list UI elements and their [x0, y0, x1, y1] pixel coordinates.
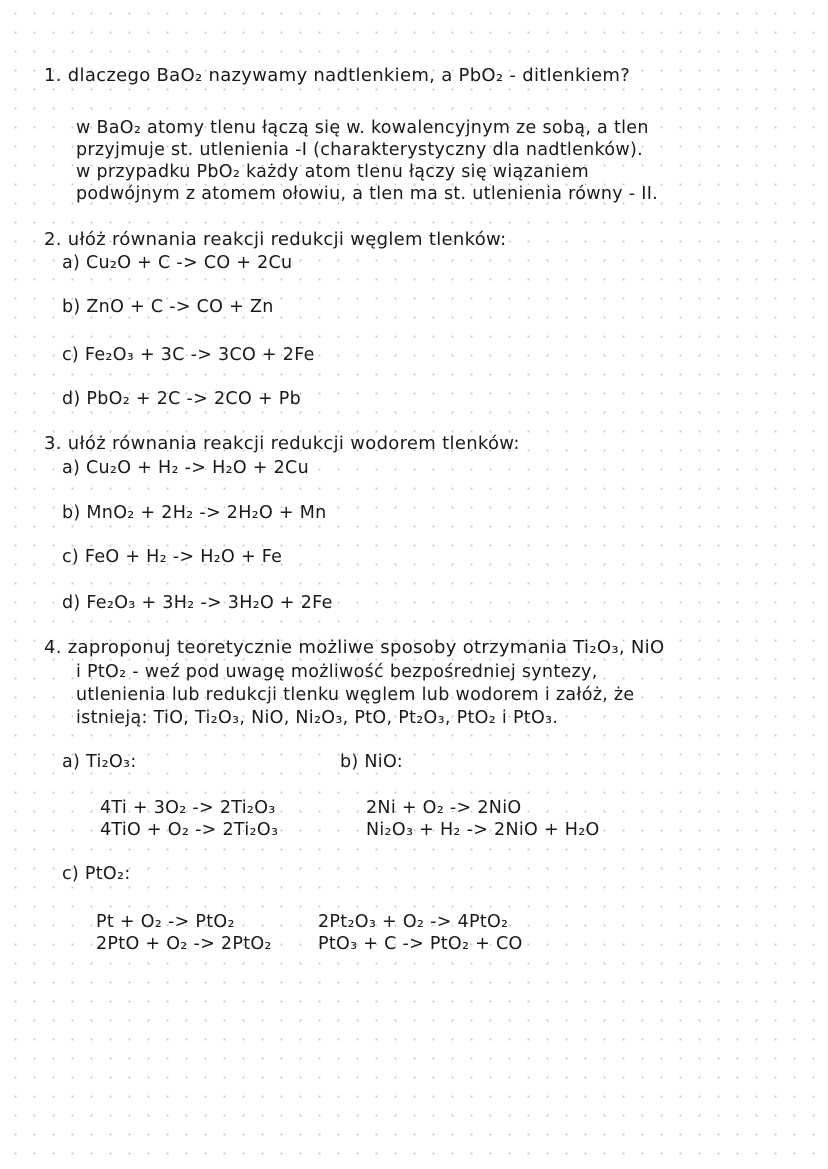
question-4-line-2: i PtO₂ - weź pod uwagę możliwość bezpośredniej syntezy, — [76, 662, 598, 682]
q2-item-a: a) Cu₂O + C -> CO + 2Cu — [62, 253, 293, 273]
answer-1-line-2: przyjmuje st. utlenienia -I (charakterystyczny dla nadtlenków). — [76, 140, 643, 160]
question-4-line-4: istnieją: TiO, Ti₂O₃, NiO, Ni₂O₃, PtO, Pt₂O₃, PtO₂ i PtO₃. — [76, 708, 559, 728]
q4-a-equation-2: 4TiO + O₂ -> 2Ti₂O₃ — [100, 820, 279, 840]
answer-1-line-3: w przypadku PbO₂ każdy atom tlenu łączy się wiązaniem — [76, 162, 590, 182]
q2-item-b: b) ZnO + C -> CO + Zn — [62, 297, 274, 317]
q2-item-d: d) PbO₂ + 2C -> 2CO + Pb — [62, 389, 301, 409]
question-4-line-1: 4. zaproponuj teoretycznie możliwe sposoby otrzymania Ti₂O₃, NiO — [44, 637, 665, 658]
q4-c-equation-1: Pt + O₂ -> PtO₂ — [96, 912, 235, 932]
q3-item-a: a) Cu₂O + H₂ -> H₂O + 2Cu — [62, 458, 309, 478]
q2-item-c: c) Fe₂O₃ + 3C -> 3CO + 2Fe — [62, 345, 315, 365]
q4-c-equation-3: 2Pt₂O₃ + O₂ -> 4PtO₂ — [318, 912, 509, 932]
q4-part-b-label: b) NiO: — [340, 752, 403, 772]
q3-item-b: b) MnO₂ + 2H₂ -> 2H₂O + Mn — [62, 503, 327, 523]
answer-1-line-1: w BaO₂ atomy tlenu łączą się w. kowalencyjnym ze sobą, a tlen — [76, 118, 649, 138]
q3-item-d: d) Fe₂O₃ + 3H₂ -> 3H₂O + 2Fe — [62, 593, 333, 613]
question-3: 3. ułóż równania reakcji redukcji wodorem tlenków: — [44, 433, 520, 454]
q4-part-c-label: c) PtO₂: — [62, 864, 131, 884]
q4-part-a-label: a) Ti₂O₃: — [62, 752, 137, 772]
question-1: 1. dlaczego BaO₂ nazywamy nadtlenkiem, a PbO₂ - ditlenkiem? — [44, 65, 631, 86]
q4-c-equation-4: PtO₃ + C -> PtO₂ + CO — [318, 934, 523, 954]
question-2: 2. ułóż równania reakcji redukcji węglem tlenków: — [44, 229, 507, 250]
answer-1-line-4: podwójnym z atomem ołowiu, a tlen ma st. utlenienia równy - II. — [76, 184, 659, 204]
question-4-line-3: utlenienia lub redukcji tlenku węglem lub wodorem i załóż, że — [76, 685, 635, 705]
q4-a-equation-1: 4Ti + 3O₂ -> 2Ti₂O₃ — [100, 798, 276, 818]
q4-c-equation-2: 2PtO + O₂ -> 2PtO₂ — [96, 934, 272, 954]
q3-item-c: c) FeO + H₂ -> H₂O + Fe — [62, 547, 283, 567]
q4-b-equation-1: 2Ni + O₂ -> 2NiO — [366, 798, 522, 818]
q4-b-equation-2: Ni₂O₃ + H₂ -> 2NiO + H₂O — [366, 820, 600, 840]
